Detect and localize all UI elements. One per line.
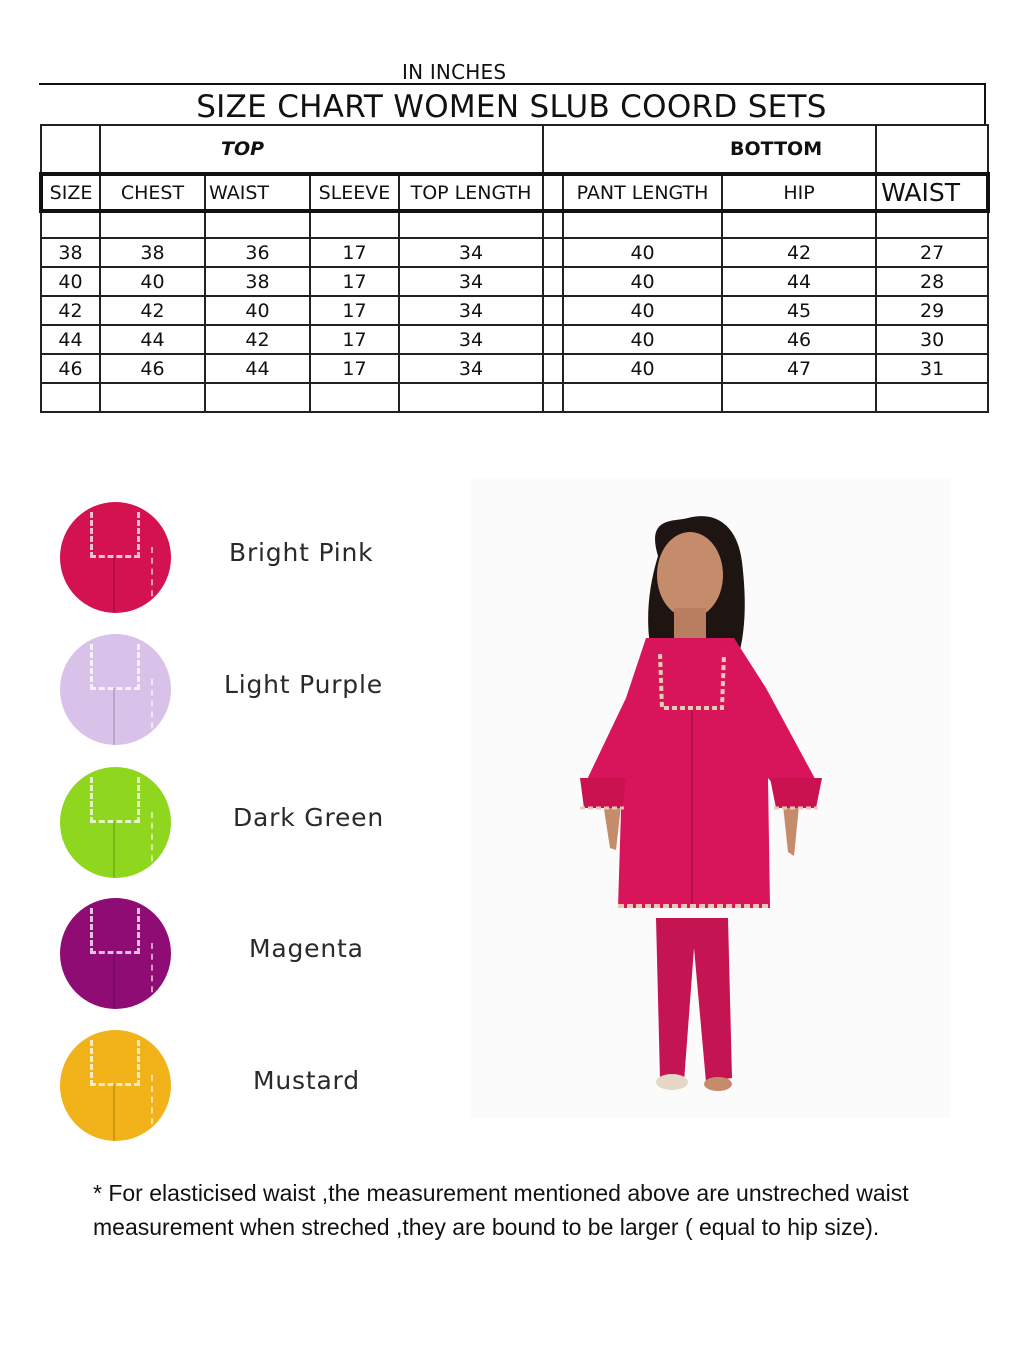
table-cell: 40: [100, 267, 205, 296]
table-cell: 28: [876, 267, 988, 296]
blank-cell: [543, 211, 563, 238]
column-header: WAIST: [205, 174, 310, 211]
garment-detail: [113, 1084, 115, 1141]
table-cell: [543, 296, 563, 325]
table-row: [41, 325, 988, 354]
table-cell: 46: [722, 325, 876, 354]
blank-cell: [399, 211, 543, 238]
color-option: [60, 502, 480, 614]
garment-detail: [151, 1075, 171, 1135]
garment-detail: [90, 1040, 140, 1086]
column-header: SLEEVE: [310, 174, 399, 211]
garment-detail: [90, 512, 140, 558]
model-photo: [470, 478, 950, 1118]
column-header: [543, 174, 563, 211]
blank-cell: [310, 211, 399, 238]
table-cell: 40: [41, 267, 100, 296]
footnote-line-1: * For elasticised waist ,the measurement mentioned above are unstreched waist: [93, 1180, 909, 1206]
garment-detail: [151, 943, 171, 1003]
column-header: SIZE: [41, 174, 100, 211]
blank-cell: [543, 383, 563, 412]
color-name: Dark Green: [233, 803, 384, 832]
group-bottom-label: BOTTOM: [543, 125, 876, 174]
table-cell: 40: [563, 325, 722, 354]
color-swatch: [60, 634, 171, 745]
table-cell: 38: [100, 238, 205, 267]
table-row: [41, 267, 988, 296]
unit-label: IN INCHES: [402, 60, 507, 84]
blank-cell: [205, 383, 310, 412]
table-cell: 44: [205, 354, 310, 383]
table-cell: 47: [722, 354, 876, 383]
table-cell: 36: [205, 238, 310, 267]
table-cell: 17: [310, 296, 399, 325]
garment-detail: [113, 821, 115, 878]
table-cell: 38: [205, 267, 310, 296]
table-cell: [543, 238, 563, 267]
chart-title: SIZE CHART WOMEN SLUB COORD SETS: [39, 83, 986, 124]
table-cell: 30: [876, 325, 988, 354]
color-name: Magenta: [249, 934, 364, 963]
garment-detail: [90, 777, 140, 823]
blank-cell: [310, 383, 399, 412]
color-swatch: [60, 502, 171, 613]
blank-cell: [399, 383, 543, 412]
color-name: Light Purple: [224, 670, 383, 699]
blank-cell: [722, 383, 876, 412]
table-cell: 34: [399, 296, 543, 325]
table-cell: 46: [41, 354, 100, 383]
color-name: Mustard: [253, 1066, 360, 1095]
blank-row: [41, 383, 988, 412]
table-cell: 29: [876, 296, 988, 325]
garment-detail: [90, 644, 140, 690]
table-cell: 34: [399, 238, 543, 267]
table-cell: 40: [563, 296, 722, 325]
table-cell: 42: [41, 296, 100, 325]
table-cell: 34: [399, 325, 543, 354]
garment-detail: [151, 679, 171, 739]
column-header-row: [41, 174, 988, 211]
garment-detail: [151, 812, 171, 872]
table-cell: 44: [41, 325, 100, 354]
table-cell: 45: [722, 296, 876, 325]
table-cell: 40: [563, 238, 722, 267]
garment-detail: [113, 688, 115, 745]
garment-detail: [151, 547, 171, 607]
table-cell: 27: [876, 238, 988, 267]
table-cell: 46: [100, 354, 205, 383]
blank-cell: [100, 211, 205, 238]
table-cell: 31: [876, 354, 988, 383]
size-table: [39, 124, 990, 413]
blank-cell: [563, 211, 722, 238]
blank-cell: [876, 211, 988, 238]
table-cell: 34: [399, 354, 543, 383]
footnote-line-2: measurement when streched ,they are bound to be larger ( equal to hip size).: [93, 1214, 880, 1240]
footnote: [93, 1176, 973, 1244]
blank-cell: [100, 383, 205, 412]
table-cell: 40: [205, 296, 310, 325]
size-chart: [39, 83, 986, 419]
column-header: CHEST: [100, 174, 205, 211]
blank-cell: [41, 383, 100, 412]
table-cell: 17: [310, 238, 399, 267]
color-swatch: [60, 767, 171, 878]
spacer-row: [41, 211, 988, 238]
table-cell: 17: [310, 267, 399, 296]
column-header: WAIST: [876, 174, 988, 211]
table-cell: [543, 354, 563, 383]
column-header: PANT LENGTH: [563, 174, 722, 211]
table-cell: 42: [205, 325, 310, 354]
blank-cell: [876, 125, 988, 174]
garment-detail: [90, 908, 140, 954]
column-header: TOP LENGTH: [399, 174, 543, 211]
table-cell: 42: [722, 238, 876, 267]
blank-cell: [41, 125, 100, 174]
table-cell: [543, 267, 563, 296]
blank-cell: [205, 211, 310, 238]
table-cell: [543, 325, 563, 354]
blank-cell: [722, 211, 876, 238]
color-option: [60, 634, 480, 746]
table-row: [41, 354, 988, 383]
column-header: HIP: [722, 174, 876, 211]
color-option: [60, 767, 480, 879]
group-top-label: TOP: [100, 125, 543, 174]
model-figure: [470, 478, 950, 1118]
color-option: [60, 898, 480, 1010]
table-cell: 44: [722, 267, 876, 296]
group-header-row: [41, 125, 988, 174]
table-cell: 40: [563, 354, 722, 383]
table-cell: 40: [563, 267, 722, 296]
color-option: [60, 1030, 480, 1142]
color-swatch: [60, 1030, 171, 1141]
table-cell: 38: [41, 238, 100, 267]
color-swatch: [60, 898, 171, 1009]
color-name: Bright Pink: [229, 538, 374, 567]
table-cell: 34: [399, 267, 543, 296]
table-row: [41, 238, 988, 267]
table-cell: 17: [310, 354, 399, 383]
blank-cell: [876, 383, 988, 412]
blank-cell: [41, 211, 100, 238]
table-cell: 44: [100, 325, 205, 354]
table-cell: 17: [310, 325, 399, 354]
table-cell: 42: [100, 296, 205, 325]
blank-cell: [563, 383, 722, 412]
garment-detail: [113, 556, 115, 613]
table-row: [41, 296, 988, 325]
garment-detail: [113, 952, 115, 1009]
